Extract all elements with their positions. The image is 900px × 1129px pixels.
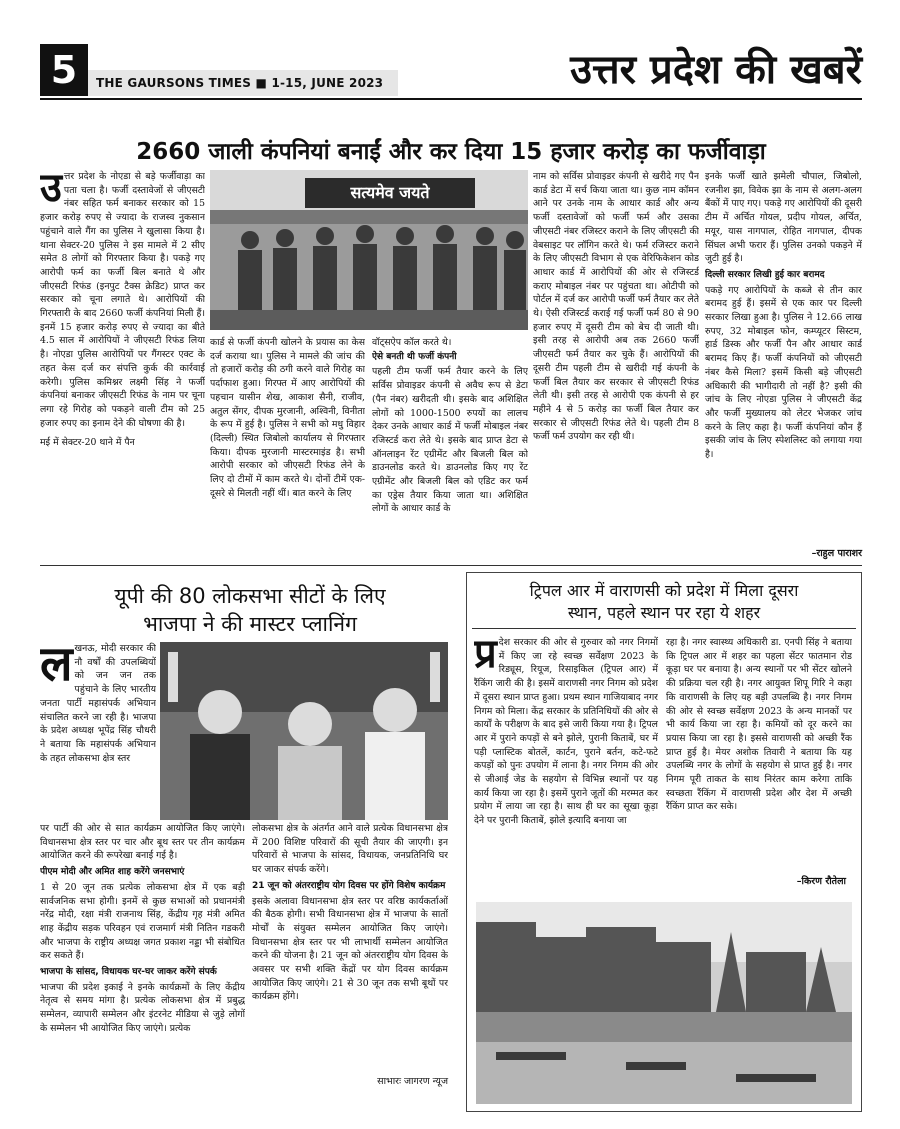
article1-headline: 2660 जाली कंपनियां बनाईं और कर दिया 15 हजार करोड़ का फर्जीवाड़ा	[136, 139, 766, 165]
article3-headline-line2: स्थान, पहले स्थान पर रहा ये शहर	[567, 603, 761, 622]
article2-col2	[252, 822, 448, 1072]
varanasi-ghats-photo	[476, 902, 852, 1104]
article3-col1	[474, 636, 658, 886]
article2-intro-text: खनऊ, मोदी सरकार की नौ वर्षों की उपलब्धियों को जन जन तक पहुंचाने के लिए भारतीय जनता पार्टी महासंपर्क अभियान संचालित करने जा रही है। भाजपा के प्रदेश अध्यक्ष भूपेंद्र सिंह चौधरी ने बताया कि महासंपर्क अभियान के तहत लोकसभा क्षेत्र स्तर	[40, 643, 156, 764]
article1-col1-tail: मई में सेक्टर-20 थाने में पैन	[40, 437, 135, 449]
article1-col3-subhead: ऐसे बनती थी फर्जी कंपनी	[372, 351, 457, 362]
section-title: उत्तर प्रदेश की खबरें	[570, 46, 862, 93]
article1-col1	[40, 170, 205, 562]
article1-col5b-text: पकड़े गए आरोपियों के कब्जे से तीन कार बरामद हुई हैं। इसमें से एक कार पर दिल्ली सरकार लिखा हुआ है। पुलिस ने 12.66 लाख रुपए, 32 मोबाइल फोन, कम्प्यूटर सिस्टम, हार्ड डिस्क और फर्जी पैन और आधार कार्ड बरामद किए हैं। फर्जी कंपनियों को जीएसटी नंबर कैसे मिला? इसमें किसी बड़े जीएसटी अधिकारी की भागीदारी तो नहीं है? इसी की जांच के लिए नोएडा पुलिस ने जीएसटी केंद्र और फर्जी मुख्यालय को लेटर भेजकर जांच करने के लिए कहा है। फर्जी कंपनियां कौन हैं इसकी जांच के लिए स्पेशलिस्ट को लगाया गया है।	[705, 284, 862, 461]
police-arrest-photo	[210, 170, 528, 330]
article3-dropcap: प्र	[474, 636, 497, 677]
article2-headline-line1: यूपी की 80 लोकसभा सीटों के लिए	[114, 584, 386, 608]
article2-credit: साभारः जागरण न्यूज	[377, 1076, 448, 1087]
article3-col2-text: रहा है। नगर स्वास्थ्य अधिकारी डा. एनपी सिंह ने बताया कि ट्रिपल आर में शहर का पहला सेंटर फातमान रोड कूड़ा घर पर बनाया है। अन्य स्थानों पर भी सेंटर खोलने की प्रक्रिया चल रही है। नगर आयुक्त शिपू गिरि ने कहा कि वाराणसी के लिए यह बड़ी उपलब्धि है। नगर निगम की ओर से स्वच्छ सर्वेक्षण 2023 के अन्य मानकों पर भी कार्य किया जा रहा है। कमियों को दूर करने का प्रयास किया जा रहा है। इससे वाराणसी को अच्छी रैंक प्राप्त हुई है। मेयर अशोक तिवारी ने बताया कि यह उपलब्धि नगर के लोगों के सहयोग से प्राप्त हुई है। नगर निगम पूरी ताकत के साथ निरंतर काम करेगा ताकि स्वच्छता रैंकिंग में वाराणसी प्रदेश और देश में अच्छी रैंकिंग प्राप्त कर सके।	[666, 637, 852, 813]
article2-headline	[40, 582, 460, 638]
article1-col5-text: इनके फर्जी खाते झमेली चौपाल, जिबोलो, रजनीश झा, विवेक झा के नाम से अलग-अलग बैंकों में पाए गए। पकड़े गए आरोपियों की दूसरी टीम में अर्चित गोयल, प्रदीप गोयल, अर्चित, मयूर, यास नागपाल, रोहित नागपाल, दीपक सिंघल अभी फरार हैं। पुलिस उनको पकड़ने में जुटी हुई है।	[705, 171, 862, 265]
page-number: 5	[40, 44, 88, 96]
article3-col1-text: देश सरकार की ओर से गुरुवार को नगर निगमों में किए जा रहे स्वच्छ सर्वेक्षण 2023 के रिड्यूस, रियूज, रिसाइकिल (ट्रिपल आर) में रैंकिंग जारी की है। इसमें वाराणसी नगर निगम को प्रदेश में दूसरा स्थान प्राप्त हुआ। प्रथम स्थान गाजियाबाद नगर निगम को मिला। केंद्र सरकार के प्रतिनिधियों की ओर से कार्यों के परीक्षण के बाद इसे जारी किया गया है। ट्रिपल आर में पुराने कपड़ों से बने झोले, पुरानी किताबें, घर में पड़ी प्लास्टिक बोतलें, कार्टन, पुराने बर्तन, कटे-फटे कपड़ों को पुनः उपयोग में लाना है। नगर निगम की ओर से जीआई जेड के सहयोग से विभिन्न स्थानों पर यह कार्य किया जा रहा है। इसमें पुराने जूतों की मरम्मत कर प्रयोग में लाया जा रहा है। साथ ही घर का सूखा कूड़ा देने पर पुरानी किताबें, झोले इत्यादि बनाया जा	[474, 637, 658, 827]
article2-col1c-text: भाजपा की प्रदेश इकाई ने इनके कार्यक्रमों के लिए केंद्रीय नेतृत्व से समय मांगा है। प्रत्येक लोकसभा क्षेत्र में प्रबुद्ध सम्मेलन, व्यापारी सम्मेलन और इंटरनेट मीडिया से जुड़े लोगों के सम्मेलन भी आयोजित किए जाएंगे। प्रत्येक	[40, 981, 245, 1034]
banner-text: सत्यमेव जयते	[350, 183, 430, 202]
square-bullet-icon: ■	[255, 76, 268, 90]
article2-subhead1: पीएम मोदी और अमित शाह करेंगे जनसभाएं	[40, 867, 185, 878]
article2-col1-text: पर पार्टी की ओर से सात कार्यक्रम आयोजित किए जाएंगे। विधानसभा क्षेत्र स्तर पर चार और बूथ स्तर पर तीन कार्यक्रम आयोजित करने की रूपरेखा बनाई गई है।	[40, 823, 245, 862]
issue-date: 1-15, JUNE 2023	[271, 76, 384, 90]
article1-col2-text: कार्ड से फर्जी कंपनी खोलने के प्रयास का केस दर्ज कराया था। पुलिस ने मामले की जांच की तो हजारों करोड़ की ठगी करने वाले गिरोह का पर्दाफाश हुआ। गिरफ्त में आए आरोपियों की पहचान यासीन शेख, आकाश सैनी, राजीव, अतुल सेंगर, दीपक मुरजानी, अश्विनी, विनीता के रूप में हुई है। पुलिस ने सभी को मधु विहार (दिल्ली) स्थित जिबोलो कार्यालय से गिरफ्तार किया। दीपक मुरजानी मास्टरमाइंड है। सभी आरोपी सरकार को जीएसटी रिफंड लेने के लिए दो टीमों में काम करते थे। दोनों टीमें एक-दूसरे से मिलती नहीं थीं। बात करने के लिए	[210, 337, 365, 499]
article2-subhead3: 21 जून को अंतरराष्ट्रीय योग दिवस पर होंगे विशेष कार्यक्रम	[252, 880, 446, 891]
article2-col1	[40, 822, 245, 1092]
article3-col2	[666, 636, 852, 872]
article1-col3	[372, 336, 528, 562]
article1-col5-subhead: दिल्ली सरकार लिखी हुई कार बरामद	[705, 269, 825, 280]
article2-intro	[40, 642, 156, 820]
article3-head-rule	[472, 628, 856, 629]
masthead-title: THE GAURSONS TIMES	[96, 76, 252, 90]
article1-col1-text: त्तर प्रदेश के नोएडा से बड़े फर्जीवाड़ा का पता चला है। फर्जी दस्तावेजों से जीएसटी नंबर सहित फर्म बनाकर सरकार को 15 हजार करोड़ रुपए से ज्यादा के राजस्व नुकसान पहुंचाने वाले गैंग का पुलिस ने खुलासा किया है। थाना सेक्टर-20 पुलिस ने इस मामले में 2 सीए समेत 8 लोगों को गिरफ्तार किया है। पकड़े गए आरोपी फर्म का फर्जी बिल बनाते थे और जीएसटी रिफंड (इनपुट टैक्स क्रेडिट) प्राप्त कर सरकार को चूना लगाते थे। आरोपियों की गिरफ्तारी के बाद 2660 फर्जी कंपनियां मिली हैं। इनमें 15 हजार करोड़ रुपए से ज्यादा का बीते 4.5 साल में आरोपियों ने जीएसटी रिफंड लिया है। नोएडा पुलिस आरोपियों पर गैंगस्टर एक्ट के तहत केस दर्ज कर संपत्ति कुर्क की कार्रवाई करेगी। पुलिस कमिश्नर लक्ष्मी सिंह ने फर्जी कंपनियां बनाकर जीएसटी रिफंड के नाम पर चूना लगा रहे गिरोह को पकड़ने वाली टीम को 25 हजार रुपए का इनाम देने की घोषणा की है।	[40, 171, 205, 429]
header-rule	[40, 98, 862, 100]
article3-headline-line1: ट्रिपल आर में वाराणसी को प्रदेश में मिला दूसरा	[529, 581, 799, 600]
article3-byline: –किरण रौतेला	[796, 876, 846, 887]
article2-subhead2: भाजपा के सांसद, विधायक घर-घर जाकर करेंगे संपर्क	[40, 967, 217, 978]
article2-col2-text: लोकसभा क्षेत्र के अंतर्गत आने वाले प्रत्येक विधानसभा क्षेत्र में 200 विशिष्ट परिवारों की सूची तैयार की जाएगी। इन परिवारों से भाजपा के सांसद, विधायक, जनप्रतिनिधि घर घर जाकर संपर्क करेंगे।	[252, 823, 448, 876]
article1-byline: –राहुल पाराशर	[811, 548, 862, 559]
article1-col3-lead: वॉट्सऐप कॉल करते थे।	[372, 337, 452, 348]
article3-headline	[472, 580, 856, 624]
article1-col4-text: नाम को सर्विस प्रोवाइडर कंपनी से खरीदे गए पैन कार्ड डेटा में सर्च किया जाता था। कुछ नाम कॉमन आने पर उनके नाम के आधार कार्ड और अन्य फर्जी दस्तावेजों को फर्जी फर्म और उसका जीएसटी नंबर रजिस्टर कराने के लिए जीएसटी की वेबसाइट पर लॉगिन करते थे। फर्म रजिस्टर कराने के लिए जीएसटी विभाग से एक वेरिफिकेशन कोड आधार कार्ड में आरोपियों की ओर से रजिस्टर्ड कराए मोबाइल नंबर पर पहुंचता था। ओटीपी को पोर्टल में दर्ज कर आरोपी फर्जी फर्म तैयार कर लेते थे। ऐसी रजिस्टर्ड कराई गई फर्जी फर्म 80 से 90 हजार रुपए में दूसरी टीम को बेच दी जाती थी। इसी तरह से आरोपी अब तक 2660 फर्जी जीएसटी फर्म तैयार कर चुके हैं। आरोपियों की दूसरी टीम पहली टीम से खरीदी गई कंपनी के फर्जी बिल तैयार कर सरकार से जीएसटी रिफंड लेती थी। इसी तरह से आरोपी एक कंपनी से हर महीने 4 से 5 करोड़ का फर्जी बिल तैयार कर सरकार से जीएसटी रिफंड लेते थे। पहली टीम 8 फर्जी फर्म उपयोग कर रही थी।	[533, 171, 699, 443]
varanasi-ghats-illustration	[476, 902, 852, 1104]
article2-col2b-text: इसके अलावा विधानसभा क्षेत्र स्तर पर वरिष्ठ कार्यकर्ताओं की बैठक होगी। सभी विधानसभा क्षेत्र में भाजपा के सातों मोर्चों के संयुक्त सम्मेलन आयोजित किए जाएंगे। विधानसभा क्षेत्र स्तर पर भी लाभार्थी सम्मेलन आयोजित करने की योजना है। 21 जून को अंतरराष्ट्रीय योग दिवस के अवसर पर सभी शक्ति केंद्रों पर योग दिवस कार्यक्रम आयोजित किए जाएंगे। 21 से 30 जून तक सभी बूथों पर कार्यक्रम होंगे।	[252, 895, 448, 1003]
article2-headline-line2: भाजपा ने की मास्टर प्लानिंग	[143, 612, 357, 636]
article1-dropcap: उ	[40, 170, 62, 211]
article2-dropcap: ल	[40, 642, 73, 692]
masthead-bar	[88, 70, 398, 96]
article1-col4	[533, 170, 699, 562]
section-divider	[40, 565, 862, 566]
article2-col1b-text: 1 से 20 जून तक प्रत्येक लोकसभा क्षेत्र में एक बड़ी सार्वजनिक सभा होगी। इनमें से कुछ सभाओं को प्रधानमंत्री नरेंद्र मोदी, रक्षा मंत्री राजनाथ सिंह, केंद्रीय गृह मंत्री अमित शाह केंद्रीय सड़क परिवहन एवं राजमार्ग मंत्री नितिन गडकरी और भाजपा के राष्ट्रीय अध्यक्ष जगत प्रकाश नड्डा भी संबोधित कर सकते हैं।	[40, 881, 245, 962]
article1-col2	[210, 336, 365, 562]
leaders-illustration	[160, 642, 448, 820]
article1-col5	[705, 170, 862, 545]
article1-col3-text: पहली टीम फर्जी फर्म तैयार करने के लिए सर्विस प्रोवाइडर कंपनी से अवैध रूप से डेटा (पैन नंबर) खरीदती थी। इसके बाद अशिक्षित लोगों को 1000-1500 रुपयों का लालच देकर उनके आधार कार्ड में फर्जी मोबाइल नंबर रजिस्टर्ड करा लेते थे। इसके बाद प्राप्त डेटा से ऑनलाइन रेंट एग्रीमेंट और बिजली बिल को डाउनलोड करते थे। डाउनलोड किए गए रेंट एग्रीमेंट और बिजली बिल को एडिट कर फर्म का एड्रेस तैयार किया जाता था। अशिक्षित लोगों के आधार कार्ड के	[372, 366, 528, 515]
leaders-photo	[160, 642, 448, 820]
